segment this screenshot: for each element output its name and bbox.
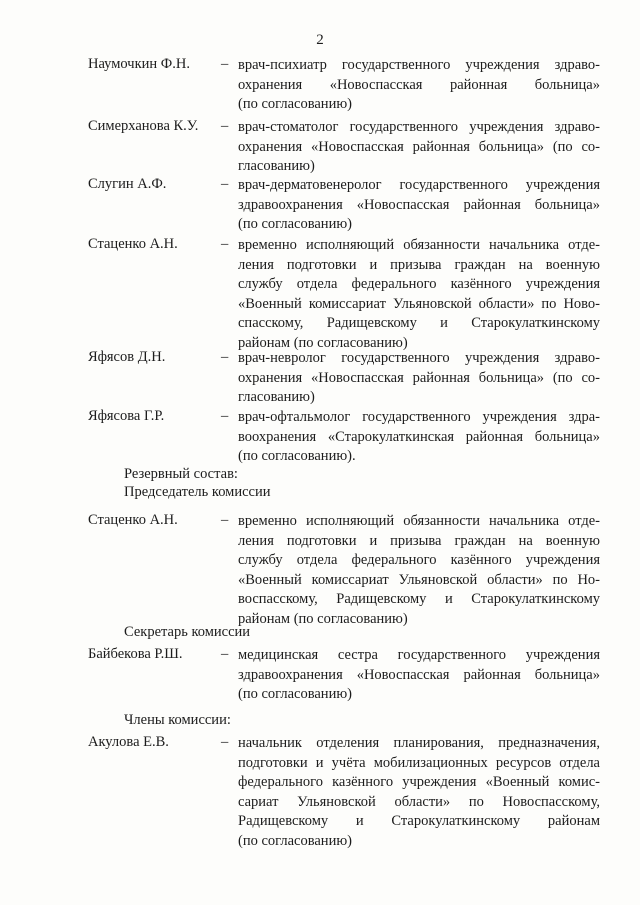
description-line: службу отдела федерального казённого учреждения [238,276,600,292]
description-line: воохранения «Старокулаткинская районная больница» [238,428,600,445]
member-entry [88,176,600,236]
member-name: Симерханова К.У. [88,118,199,134]
description-line: районам (по согласованию) [238,610,408,627]
member-description [238,236,600,353]
member-entry [88,118,600,178]
dash-separator: – [221,236,229,252]
member-description [238,56,600,115]
description-line: начальник отделения планирования, предназначения, [238,735,600,751]
description-line: (по согласованию) [238,216,352,232]
description-line: ления подготовки и призыва граждан на военную [238,532,600,549]
dash-separator: – [221,646,229,662]
description-line: врач-психиатр государственного учреждения здраво- [238,57,600,73]
member-name: Наумочкин Ф.Н. [88,56,190,72]
member-name: Стаценко А.Н. [88,512,178,528]
member-entry [88,349,600,409]
description-line: охранения «Новоспасская районная больница» (по со- [238,369,600,386]
description-line: службу отдела федерального казённого учреждения [238,552,600,568]
description-line: ления подготовки и призыва граждан на военную [238,256,600,273]
dash-separator: – [221,734,229,750]
description-line: здравоохранения «Новоспасская районная больница» [238,666,600,683]
description-line: (по согласованию) [238,96,352,112]
description-line: врач-офтальмолог государственного учреждения здра- [238,409,600,425]
description-line: подготовки и учёта мобилизационных ресурсов отдела [238,754,600,771]
description-line: (по согласованию) [238,832,352,849]
member-name: Яфясова Г.Р. [88,408,165,424]
description-line: временно исполняющий обязанности начальника отде- [238,513,600,529]
page-number: 2 [316,32,324,48]
dash-separator: – [221,512,229,528]
description-line: «Военный комиссариат Ульяновской области» по Но- [238,571,600,588]
description-line: сариат Ульяновской области» по Новоспасскому, [238,793,600,810]
description-line: гласованию) [238,389,315,405]
member-description [238,118,600,177]
description-line: врач-невролог государственного учреждения здраво- [238,350,600,366]
member-description [238,349,600,408]
description-line: врач-дерматовенеролог государственного учреждения [238,177,600,193]
member-entry [88,236,600,351]
description-line: медицинская сестра государственного учреждения [238,647,600,663]
member-description [238,734,600,851]
description-line: воспасскому, Радищевскому и Старокулаткинскому [238,591,600,607]
member-name: Байбекова Р.Ш. [88,646,183,662]
member-description [238,512,600,629]
members-heading: Члены комиссии: [124,712,231,728]
member-description [238,408,600,467]
description-line: районам (по согласованию) [238,334,408,351]
description-line: врач-стоматолог государственного учреждения здраво- [238,119,600,135]
dash-separator: – [221,408,229,424]
member-name: Слугин А.Ф. [88,176,167,192]
reserve-heading: Резервный состав: [124,466,238,482]
description-line: спасскому, Радищевскому и Старокулаткинскому [238,315,600,331]
description-line: Радищевскому и Старокулаткинскому районам [238,813,600,829]
member-description [238,646,600,705]
chair-heading: Председатель комиссии [124,484,271,500]
dash-separator: – [221,349,229,365]
dash-separator: – [221,56,229,72]
description-line: федерального казённого учреждения «Военный комис- [238,774,600,790]
member-entry [88,56,600,116]
member-entry [88,646,600,706]
description-line: охранения «Новоспасская районная больница» [238,76,600,93]
description-line: охранения «Новоспасская районная больница» (по со- [238,138,600,155]
member-name: Яфясов Д.Н. [88,349,166,365]
description-line: (по согласованию) [238,686,352,702]
member-entry [88,512,600,627]
secretary-heading: Секретарь комиссии [124,624,251,640]
dash-separator: – [221,118,229,134]
member-name: Стаценко А.Н. [88,236,178,252]
description-line: временно исполняющий обязанности начальника отде- [238,237,600,253]
member-name: Акулова Е.В. [88,734,169,750]
member-entry [88,734,600,849]
description-line: (по согласованию). [238,448,356,464]
dash-separator: – [221,176,229,192]
member-entry [88,408,600,468]
member-description [238,176,600,235]
description-line: здравоохранения «Новоспасская районная больница» [238,196,600,213]
description-line: гласованию) [238,158,315,174]
description-line: «Военный комиссариат Ульяновской области» по Ново- [238,295,600,312]
